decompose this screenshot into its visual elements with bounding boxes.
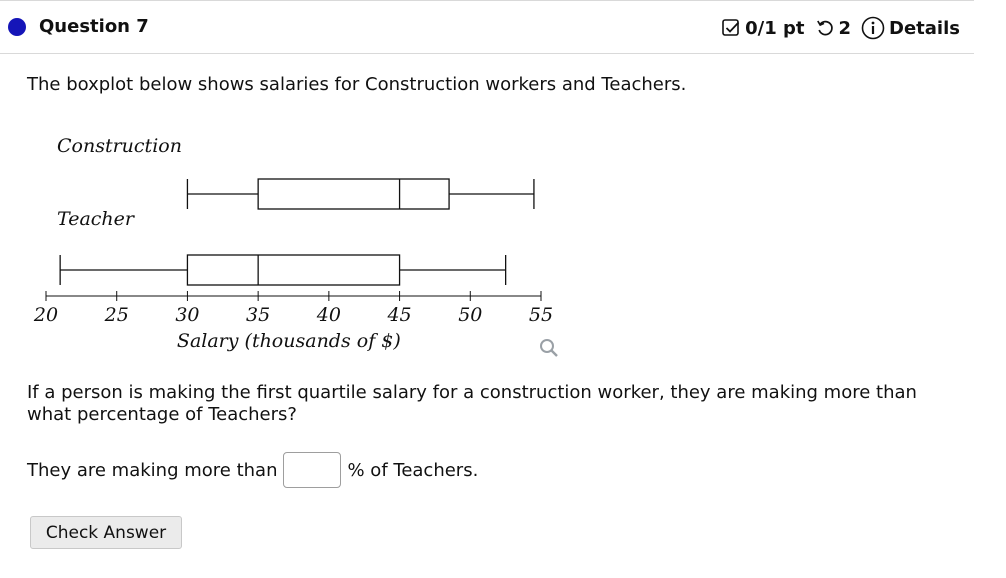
question-header: [0, 0, 974, 54]
question-title: Question 7: [39, 16, 149, 37]
question-status-dot: [8, 18, 26, 36]
x-tick-label-50: 50: [458, 304, 483, 326]
answer-prefix: They are making more than: [27, 459, 278, 481]
x-tick-label-20: 20: [33, 304, 59, 326]
retry-icon[interactable]: [815, 18, 835, 38]
boxplot-chart: [0, 130, 600, 370]
question-meta: [721, 15, 960, 41]
answer-suffix: % of Teachers.: [347, 459, 479, 481]
x-tick-label-35: 35: [246, 304, 271, 326]
x-tick-label-25: 25: [104, 304, 129, 326]
answer-input[interactable]: [283, 452, 341, 488]
teacher-box: [187, 255, 399, 285]
details-link[interactable]: Details: [889, 17, 960, 39]
question-text: If a person is making the first quartile salary for a construction worker, they are making more than what percentage of Teachers?: [27, 382, 917, 425]
info-icon[interactable]: [861, 16, 885, 40]
x-tick-label-55: 55: [528, 304, 554, 326]
answer-row: [27, 450, 478, 490]
magnify-icon[interactable]: [537, 336, 561, 360]
x-tick-label-45: 45: [387, 304, 412, 326]
attempts-count: 2: [838, 17, 852, 39]
x-tick-label-40: 40: [316, 304, 341, 326]
score-text: 0/1 pt: [745, 17, 805, 39]
teacher-label: Teacher: [57, 208, 134, 230]
x-tick-label-30: 30: [175, 304, 200, 326]
construction-label: Construction: [57, 135, 182, 157]
question-prompt: The boxplot below shows salaries for Construction workers and Teachers.: [27, 74, 687, 95]
checkbox-icon: [721, 18, 741, 38]
x-axis-label: Salary (thousands of $): [176, 330, 401, 352]
construction-box: [258, 179, 449, 209]
check-answer-button[interactable]: Check Answer: [30, 516, 182, 549]
